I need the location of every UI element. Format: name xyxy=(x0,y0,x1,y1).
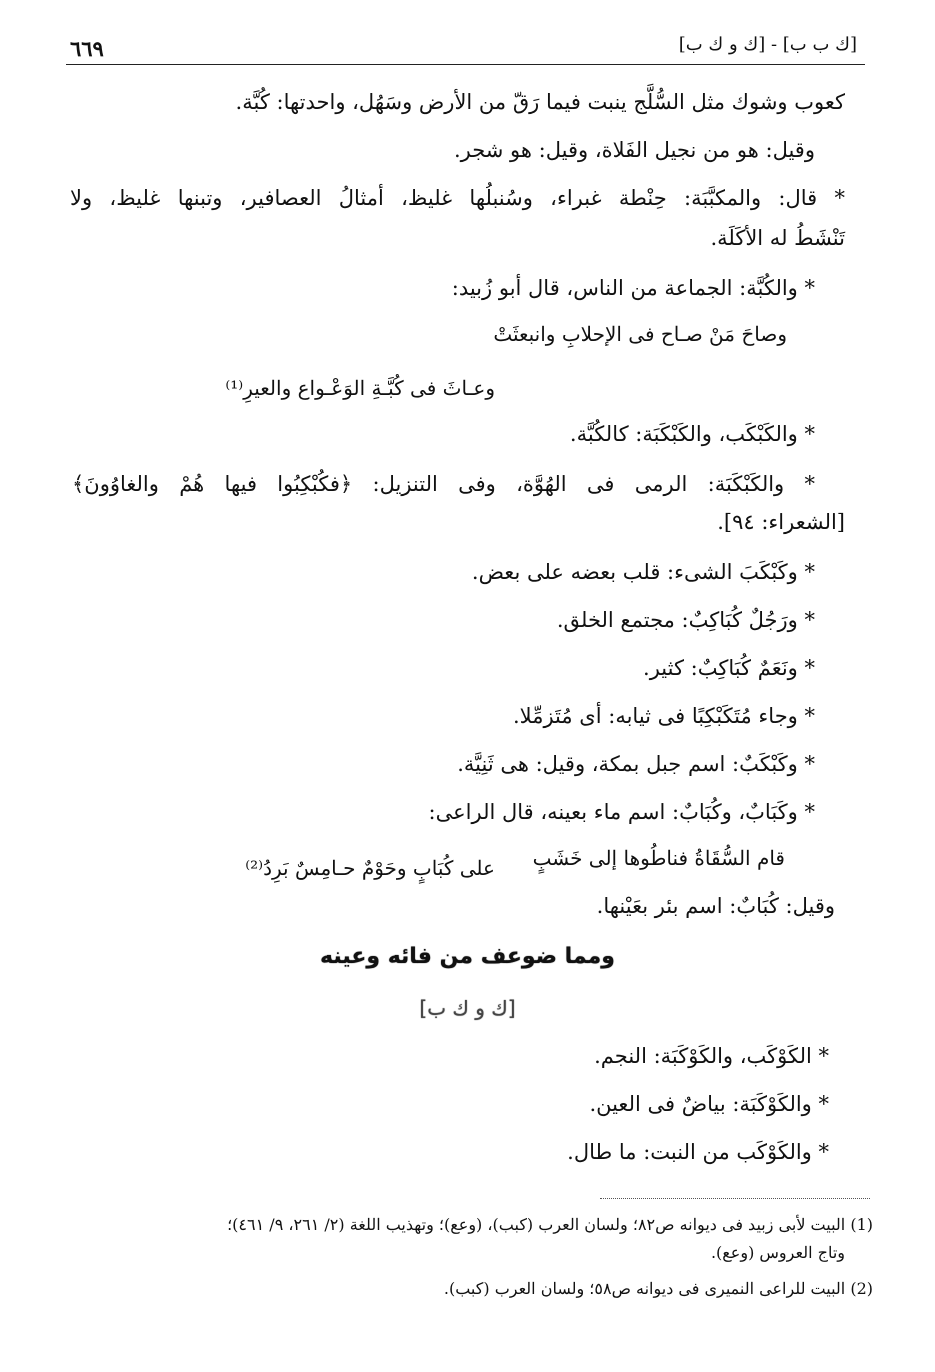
running-header-root: [ك ب ب] - [ك و ك ب] xyxy=(678,34,857,55)
text-line: * والكَوْكَبَة: بياضٌ فى العين. xyxy=(589,1092,829,1116)
text-line: وقيل: كُبَابٌ: اسم بئر بعَيْنها. xyxy=(596,894,835,918)
page-number: ٦٦٩ xyxy=(70,36,104,61)
text-line: * والكَبْكَبَة: الرمى فى الهُوَّة، وفى التنزيل: ﴿فكُبْكِبُوا فيها هُمْ والغاوُونَ﴾ xyxy=(72,472,815,496)
footnote: (1) البيت لأبى زبيد فى ديوانه ص٨٢؛ ولسان العرب (كبب)، (وعع)؛ وتهذيب اللغة (٢/ ٢٦١، ٩/ ٤٦١)؛ xyxy=(227,1215,873,1234)
text-line: * الكَوْكَب، والكَوْكَبَة: النجم. xyxy=(594,1044,829,1068)
verse-hemistich-second: وعـاثَ فى كُبَّـةِ الوَعْـواع والعيرِ⁽¹⁾ xyxy=(225,376,495,400)
text-line: * وكَبْكَبَ الشىء: قلب بعضه على بعض. xyxy=(471,560,815,584)
header-divider xyxy=(66,64,865,65)
text-line: * وكَبْكَبٌ: اسم جبل بمكة، وقيل: هى ثَنِيَّة. xyxy=(457,752,815,776)
text-line: * وكَبَابٌ، وكُبَابٌ: اسم ماء بعينه، قال الراعى: xyxy=(428,800,815,824)
text-line: تَنْشَطُ له الأكَلَة. xyxy=(710,226,845,250)
verse-hemistich-first: قام السُّقَاةُ فناطُوها إلى خَشَبٍ xyxy=(532,846,785,870)
section-heading: ومما ضوعف من فائه وعينه xyxy=(320,944,615,969)
text-line: * قال: والمكبَّبَة: حِنْطة غبراء، وسُنبلُها غليظ، أمثالُ العصافير، وتبنها غليظ، ولا xyxy=(70,186,845,210)
text-line: * ونَعَمٌ كُبَاكِبٌ: كثير. xyxy=(643,656,815,680)
footnote: (2) البيت للراعى النميرى فى ديوانه ص٥٨؛ ولسان العرب (كبب). xyxy=(443,1279,873,1298)
footnote: وتاج العروس (وعع). xyxy=(710,1243,845,1262)
text-line: كعوب وشوك مثل السُّلَّج ينبت فيما رَقّ من الأرض وسَهُل، واحدتها: كُبَّة. xyxy=(235,90,845,114)
verse-hemistich-second: على كُبَابٍ وحَوْمٌ حـامِسٌ بَرِدُ⁽²⁾ xyxy=(245,856,495,880)
verse-hemistich-first: وصاحَ مَنْ صـاح فى الإحلابِ وانبعثَتْ xyxy=(493,322,787,346)
quran-reference: [الشعراء: ٩٤]. xyxy=(717,510,845,534)
text-line: وقيل: هو من نجيل الفَلاة، وقيل: هو شجر. xyxy=(453,138,815,162)
text-line: * والكَوْكَب من النبت: ما طال. xyxy=(567,1140,829,1164)
section-root: [ك و ك ب] xyxy=(419,996,516,1020)
text-line: * ورَجُلٌ كُبَاكِبٌ: مجتمع الخلق. xyxy=(556,608,815,632)
footnote-divider xyxy=(600,1198,870,1199)
text-line: * والكُبَّة: الجماعة من الناس، قال أبو زُبيد: xyxy=(451,276,815,300)
text-line: * وجاء مُتَكَبْكِبًا فى ثيابه: أى مُتَزمِّلا. xyxy=(513,704,815,728)
text-line: * والكَبْكَب، والكَبْكَبَة: كالكُبَّة. xyxy=(569,422,815,446)
